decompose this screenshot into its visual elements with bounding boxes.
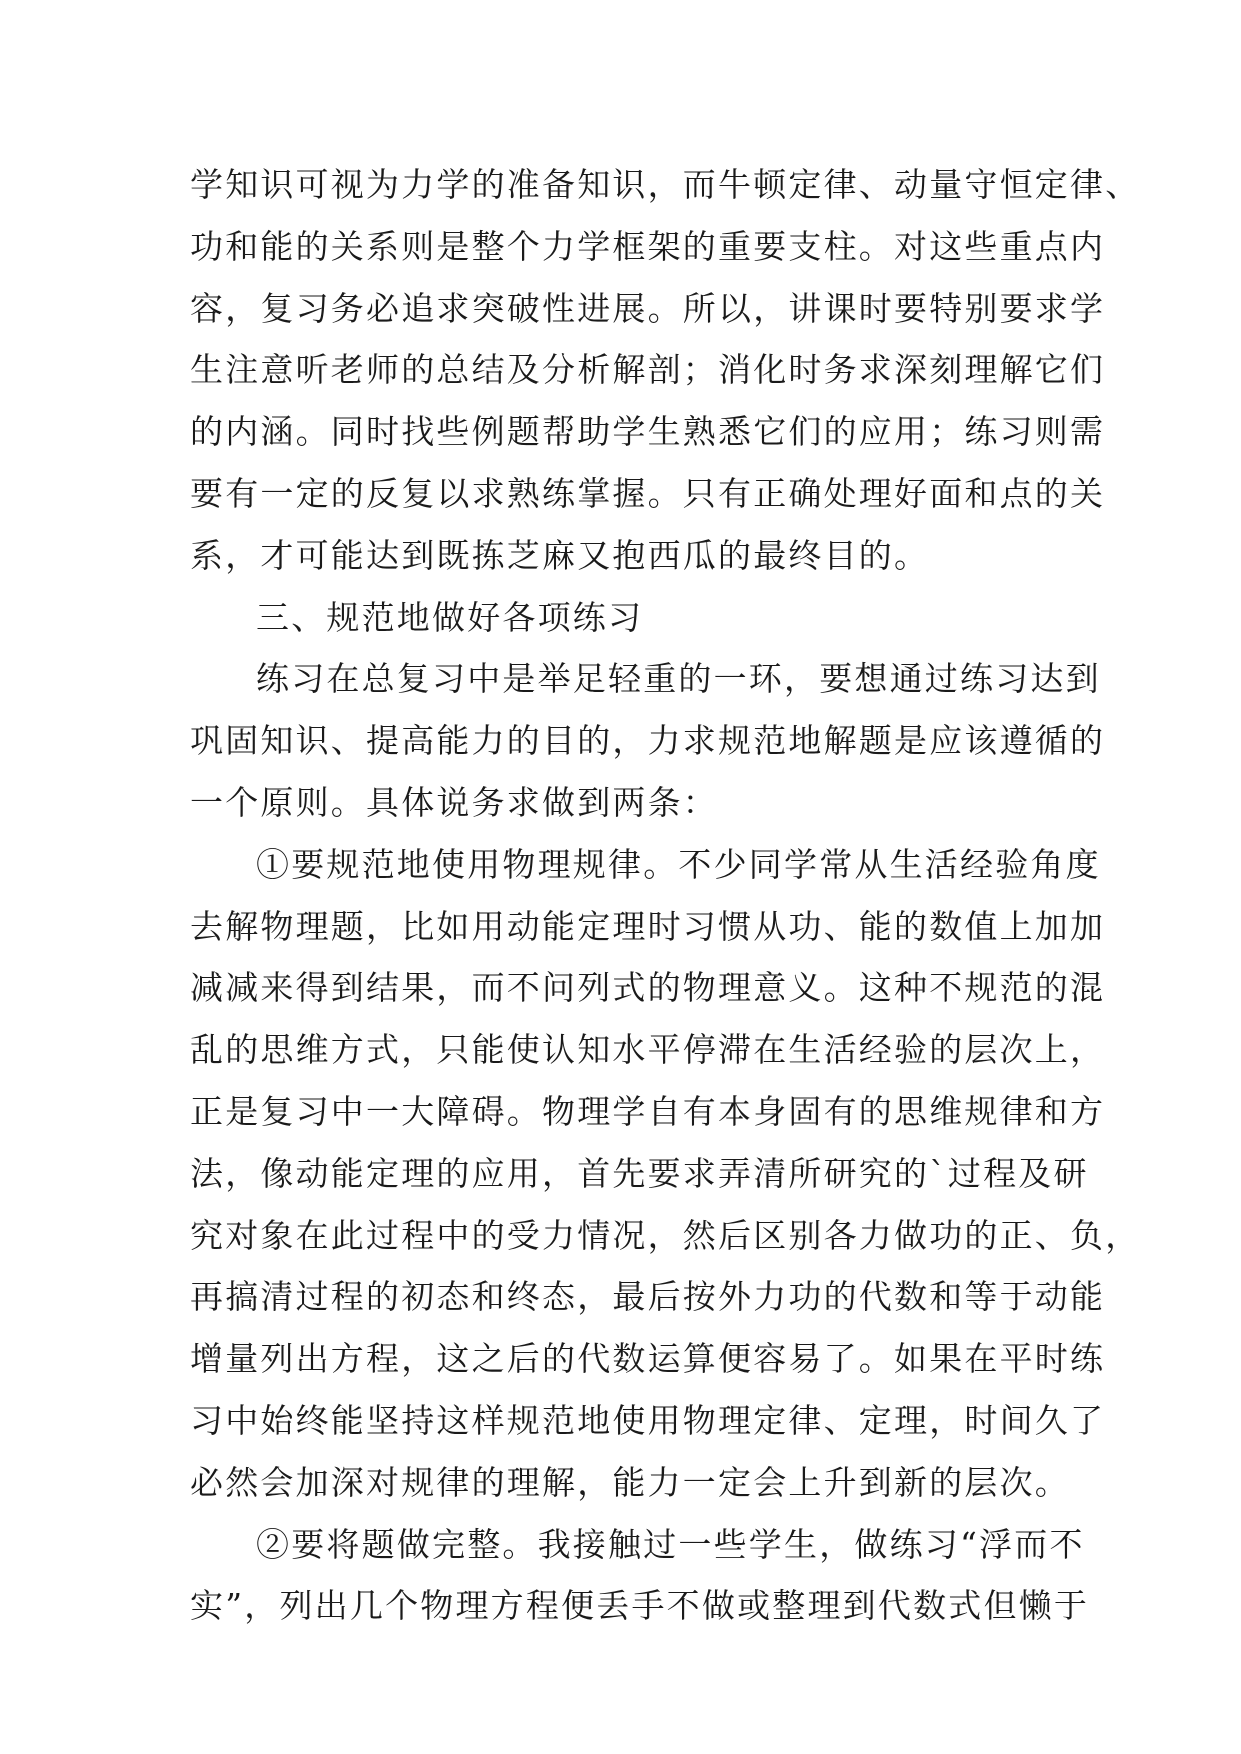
text-line: 生注意听老师的总结及分析解剖；消化时务求深刻理解它们 [190,350,1106,390]
text-line: 增量列出方程，这之后的代数运算便容易了。如果在平时练 [190,1339,1106,1379]
text-line: 法，像动能定理的应用，首先要求弄清所研究的`过程及研 [190,1153,1089,1193]
text-line: 系，才可能达到既拣芝麻又抱西瓜的最终目的。 [190,535,930,575]
text-line: 正是复习中一大障碍。物理学自有本身固有的思维规律和方 [190,1091,1106,1131]
text-line: 究对象在此过程中的受力情况，然后区别各力做功的正、负， [190,1215,1141,1255]
text-line: 练习在总复习中是举足轻重的一环，要想通过练习达到 [256,659,1101,699]
section-heading: 三、规范地做好各项练习 [256,597,644,637]
text-line: 要有一定的反复以求熟练掌握。只有正确处理好面和点的关 [190,473,1106,513]
text-line: 减减来得到结果，而不问列式的物理意义。这种不规范的混 [190,968,1106,1008]
text-line: 功和能的关系则是整个力学框架的重要支柱。对这些重点内 [190,226,1106,266]
text-line: ①要规范地使用物理规律。不少同学常从生活经验角度 [256,844,1101,884]
text-line: ②要将题做完整。我接触过一些学生，做练习“浮而不 [256,1524,1085,1564]
text-line: 容，复习务必追求突破性进展。所以，讲课时要特别要求学 [190,288,1106,328]
text-line: 一个原则。具体说务求做到两条： [190,782,718,822]
text-line: 再搞清过程的初态和终态，最后按外力功的代数和等于动能 [190,1277,1106,1317]
text-line: 去解物理题，比如用动能定理时习惯从功、能的数值上加加 [190,906,1106,946]
text-line: 习中始终能坚持这样规范地使用物理定律、定理，时间久了 [190,1400,1106,1440]
text-line: 学知识可视为力学的准备知识，而牛顿定律、动量守恒定律、 [190,165,1141,204]
body-text [190,154,1141,1637]
text-line: 乱的思维方式，只能使认知水平停滞在生活经验的层次上， [190,1030,1106,1070]
text-line: 巩固知识、提高能力的目的，力求规范地解题是应该遵循的 [190,721,1106,761]
text-line: 必然会加深对规律的理解，能力一定会上升到新的层次。 [190,1462,1070,1502]
text-line: 实”，列出几个物理方程便丢手不做或整理到代数式但懒于 [190,1586,1090,1626]
text-line: 的内涵。同时找些例题帮助学生熟悉它们的应用；练习则需 [190,412,1106,452]
